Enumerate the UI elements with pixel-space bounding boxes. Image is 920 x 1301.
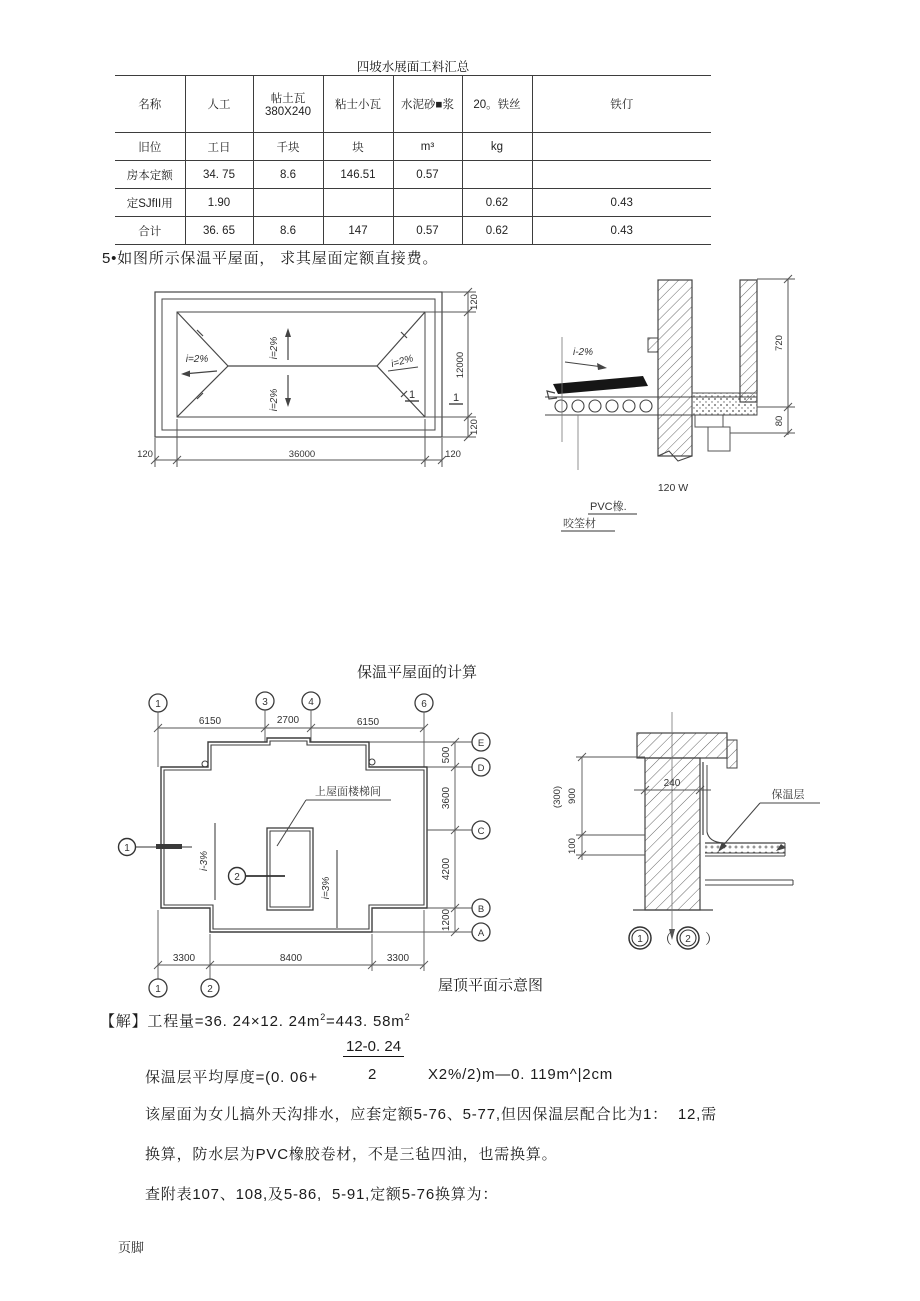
- cell: 0.62: [462, 217, 532, 245]
- paren-close: ）: [705, 931, 719, 947]
- cell: 0.57: [393, 217, 462, 245]
- figure-notes: [561, 482, 688, 531]
- insulation-label: [718, 787, 820, 852]
- stair-label-text: 上屋面楼梯间: [315, 786, 381, 798]
- cell: 旧位: [115, 133, 185, 161]
- cell: 147: [323, 217, 393, 245]
- grid-bubble-C: C: [477, 826, 485, 837]
- cell: 0.43: [610, 196, 633, 209]
- solution-line1-mid: =443. 58m: [326, 1013, 405, 1030]
- header-cell: 20。铁丝: [462, 76, 532, 133]
- dim-8400: 8400: [279, 953, 303, 964]
- slope-label-left: i=2%: [185, 354, 209, 365]
- note-pvc2: 咬筌材: [563, 518, 596, 530]
- problem-statement: 5•如图所示保温平屋面， 求其屋面定额直接费。: [102, 250, 439, 267]
- dim-bottom-mid: 36000: [288, 449, 316, 460]
- dim-bottom-left: 120: [137, 449, 153, 460]
- cell: kg: [462, 133, 532, 161]
- cell: 0.57: [393, 161, 462, 189]
- insulated-roof-plan-figure: [110, 688, 512, 1006]
- section-1: 1: [124, 843, 130, 854]
- header-line1: 帖土瓦: [270, 93, 306, 105]
- section-mark-1: 1: [408, 389, 416, 401]
- grid-bubbles-right: [472, 733, 490, 941]
- dim-bottom-right: 120: [445, 449, 461, 460]
- table-title: 四坡水展面工料汇总: [356, 60, 470, 74]
- grid-bubble-D: D: [477, 763, 485, 774]
- grid-bubble-E: E: [477, 738, 485, 749]
- formula-right: X2%/2)m—0. 119m^|2cm: [428, 1066, 614, 1083]
- mark-1: 1: [637, 934, 643, 945]
- cell: [532, 133, 711, 161]
- cell: 千块: [253, 133, 323, 161]
- note-pvc: PVC橡.: [590, 501, 627, 513]
- cell: 1.90: [185, 189, 253, 217]
- dim-80: 80: [774, 415, 785, 427]
- solution-para3: 查附表107、108,及5-86, 5-91,定额5-76换算为：: [145, 1186, 499, 1203]
- slope-label-right: i=2%: [389, 353, 415, 370]
- insulation-detail-figure: [548, 700, 883, 960]
- cell: 34. 75: [185, 161, 253, 189]
- solution-line1-pre: 【解】工程量=36. 24×12. 24m: [100, 1013, 321, 1030]
- cell: [253, 189, 323, 217]
- dimension-labels-right: [441, 746, 452, 931]
- dim-right-top: 120: [469, 294, 480, 310]
- cell: 工日: [185, 133, 253, 161]
- grid-bubble-3: 3: [262, 697, 268, 708]
- figure3-title: 保温平屋面的计算: [357, 664, 478, 681]
- header-cell: 铁仃: [610, 99, 634, 111]
- slope-left: i-3%: [199, 850, 210, 872]
- dim-1200: 1200: [441, 908, 452, 932]
- dim-900: 900: [567, 788, 578, 804]
- dimension-labels-top: [199, 715, 380, 728]
- header-cell: [253, 76, 323, 133]
- arrow-right-icon: [597, 363, 607, 370]
- dim-4200: 4200: [441, 857, 452, 881]
- dim-100: 100: [567, 838, 578, 854]
- table-row: [115, 133, 711, 161]
- dimension-labels: [137, 294, 480, 460]
- header-cell: 名称: [115, 76, 185, 133]
- dim-720: 720: [774, 335, 785, 351]
- cell: [323, 189, 393, 217]
- cell: [393, 189, 462, 217]
- grid-bubbles-top: [149, 692, 433, 712]
- dimension-lines-bottom: [154, 910, 428, 979]
- solution-line1: [100, 1010, 410, 1031]
- section-marks: [405, 389, 463, 404]
- slope-label-top: i=2%: [269, 336, 280, 360]
- cell: 房本定额: [115, 161, 185, 189]
- dim-500: 500: [441, 746, 452, 764]
- gutter-detail-figure: [545, 265, 820, 537]
- roof-outline: [161, 738, 427, 932]
- grid-bubble-1: 1: [155, 699, 161, 710]
- header-line2: 380X240: [264, 106, 312, 118]
- dim-6150-left: 6150: [198, 716, 222, 727]
- dim-300: (300): [552, 785, 563, 809]
- roof-plan-figure: [125, 270, 480, 475]
- table-row: [115, 161, 711, 189]
- figure3-caption: 屋顶平面示意图: [438, 977, 544, 994]
- arrow-left-icon: [181, 371, 190, 378]
- cell: 0.62: [462, 189, 532, 217]
- gutter-edge: [547, 391, 557, 399]
- grid-bubble-A: A: [477, 928, 485, 939]
- roof-layers: [703, 762, 793, 885]
- section-mark-1-outer: 1: [452, 392, 460, 404]
- table-header-row: [115, 76, 711, 133]
- waterproof-membrane: [553, 376, 648, 394]
- formula-left: 保温层平均厚度=(0. 06+: [145, 1069, 318, 1086]
- cell: [462, 161, 532, 189]
- grid-bubble-b1: 1: [155, 984, 161, 995]
- header-cell: 水泥砂■浆: [393, 76, 462, 133]
- grid-bubbles-bottom: [149, 979, 219, 997]
- dimension-lines-right: [369, 738, 472, 936]
- cell: 36. 65: [185, 217, 253, 245]
- dimension-labels-left: [552, 786, 578, 854]
- insulation-label-text: 保温层: [771, 789, 805, 801]
- cell: 块: [323, 133, 393, 161]
- wall-sections: [648, 280, 757, 461]
- dim-3300-left: 3300: [172, 953, 196, 964]
- cell: 0.43: [610, 224, 633, 237]
- sup-2: 2: [320, 1012, 327, 1022]
- paren-open: （: [658, 931, 672, 947]
- fraction-denominator: 2: [368, 1066, 378, 1083]
- dim-240-label: 240: [663, 778, 681, 789]
- solution-para1: 该屋面为女儿搞外天沟排水，应套定额5-76、5-77,但因保温层配合比为1： 12,需: [145, 1106, 717, 1123]
- stair-room-label: [277, 784, 391, 846]
- page-footer: 页脚: [118, 1240, 145, 1255]
- slope-annotations: [181, 328, 418, 411]
- cell: 146.51: [323, 161, 393, 189]
- header-cell: 粘士小瓦: [323, 76, 393, 133]
- note-120w: 120 W: [657, 482, 689, 494]
- slope-right: i=3%: [321, 876, 332, 900]
- slope-label: i-2%: [572, 347, 594, 358]
- slope-annotation: [565, 347, 607, 370]
- grid-bubble-b2: 2: [207, 984, 213, 995]
- dim-3300-right: 3300: [386, 953, 410, 964]
- grid-bubble-B: B: [477, 904, 485, 915]
- cell: 定SJfII用: [115, 189, 185, 217]
- cell: [532, 161, 711, 189]
- cell: m³: [393, 133, 462, 161]
- arrow-up-icon: [285, 328, 291, 337]
- dim-6150-right: 6150: [356, 717, 380, 728]
- grid-bubble-6: 6: [421, 699, 427, 710]
- fraction-numerator: 12-0. 24: [343, 1038, 404, 1057]
- parapet-wall: [633, 712, 737, 940]
- table-row: [115, 217, 711, 245]
- sup-2b: 2: [404, 1012, 411, 1022]
- material-summary-table: [115, 75, 711, 245]
- dim-2700: 2700: [276, 715, 300, 726]
- header-cell: 人工: [185, 76, 253, 133]
- table-row: [115, 189, 711, 217]
- grid-bubble-4: 4: [308, 697, 314, 708]
- cell: 8.6: [253, 217, 323, 245]
- cell: 8.6: [253, 161, 323, 189]
- cell: 合计: [115, 217, 185, 245]
- arrow-down-icon: [285, 398, 291, 407]
- section-2: 2: [234, 872, 240, 883]
- solution-para2: 换算，防水层为PVC橡胶卷材，不是三毡四油，也需换算。: [145, 1146, 558, 1163]
- slope-label-bottom: i=2%: [269, 388, 280, 412]
- dimension-lines: [151, 288, 476, 467]
- dim-right-bottom: 120: [469, 419, 480, 435]
- dim-right-mid: 12000: [455, 351, 466, 379]
- dimension-labels: [774, 335, 785, 426]
- dimension-lines-left: [576, 753, 645, 860]
- mark-2: 2: [685, 934, 691, 945]
- dim-3600: 3600: [441, 786, 452, 810]
